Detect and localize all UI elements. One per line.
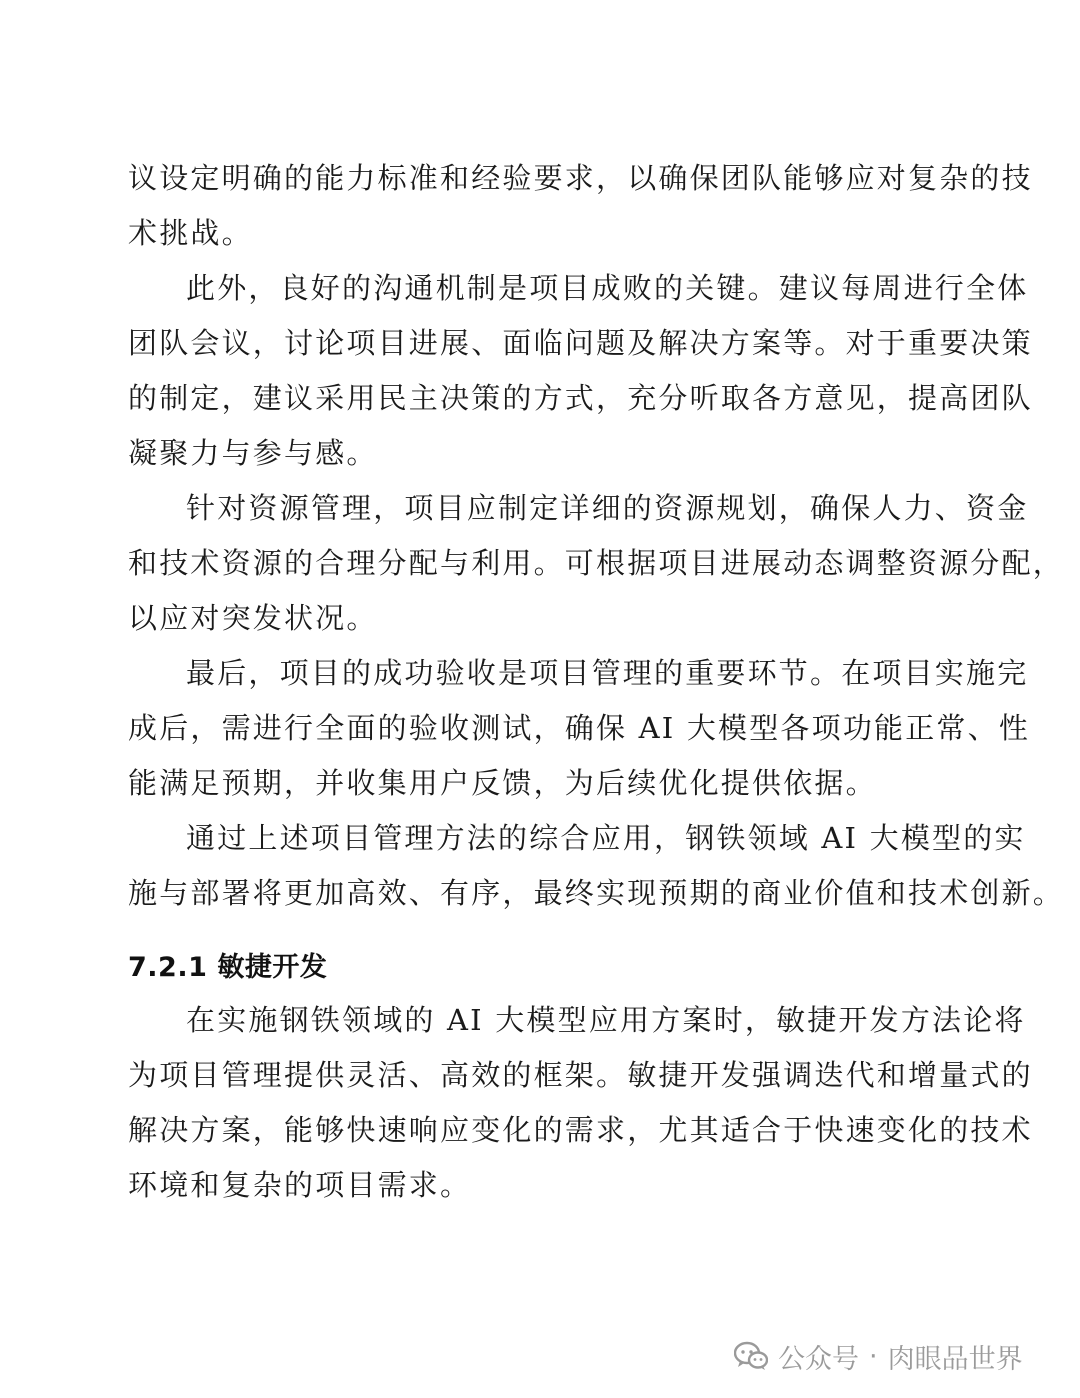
- text-line: 在实施钢铁领域的 AI 大模型应用方案时，敏捷开发方法论将: [186, 1003, 1026, 1037]
- text-line: 术挑战。: [128, 216, 253, 250]
- section-title: 敏捷开发: [217, 952, 328, 983]
- text-line: 的制定，建议采用民主决策的方式，充分听取各方意见，提高团队: [128, 381, 1033, 415]
- text-line: 环境和复杂的项目需求。: [128, 1168, 472, 1202]
- text-line: 议设定明确的能力标准和经验要求，以确保团队能够应对复杂的技: [128, 161, 1033, 195]
- text-line: 最后，项目的成功验收是项目管理的重要环节。在项目实施完: [186, 656, 1029, 690]
- text-line: 解决方案，能够快速响应变化的需求，尤其适合于快速变化的技术: [128, 1113, 1033, 1147]
- text-line: 能满足预期，并收集用户反馈，为后续优化提供依据。: [128, 766, 877, 800]
- text-line: 成后，需进行全面的验收测试，确保 AI 大模型各项功能正常、性: [128, 711, 1031, 745]
- section-heading: [128, 948, 327, 988]
- wechat-icon: [734, 1341, 768, 1371]
- text-line: 为项目管理提供灵活、高效的框架。敏捷开发强调迭代和增量式的: [128, 1058, 1033, 1092]
- text-line: 针对资源管理，项目应制定详细的资源规划，确保人力、资金: [186, 491, 1029, 525]
- section-number: 7.2.1: [128, 952, 208, 983]
- text-line: 以应对突发状况。: [128, 601, 378, 635]
- watermark-label: 公众号: [778, 1343, 859, 1375]
- text-line: 此外，良好的沟通机制是项目成败的关键。建议每周进行全体: [186, 271, 1029, 305]
- text-line: 通过上述项目管理方法的综合应用，钢铁领域 AI 大模型的实: [186, 821, 1026, 855]
- watermark-separator: ·: [869, 1340, 878, 1372]
- watermark: [734, 1336, 1023, 1376]
- text-line: 施与部署将更加高效、有序，最终实现预期的商业价值和技术创新。: [128, 876, 1065, 910]
- watermark-account: 肉眼品世界: [887, 1343, 1023, 1375]
- text-line: 凝聚力与参与感。: [128, 436, 378, 470]
- text-line: 和技术资源的合理分配与利用。可根据项目进展动态调整资源分配，: [128, 546, 1065, 580]
- text-line: 团队会议，讨论项目进展、面临问题及解决方案等。对于重要决策: [128, 326, 1033, 360]
